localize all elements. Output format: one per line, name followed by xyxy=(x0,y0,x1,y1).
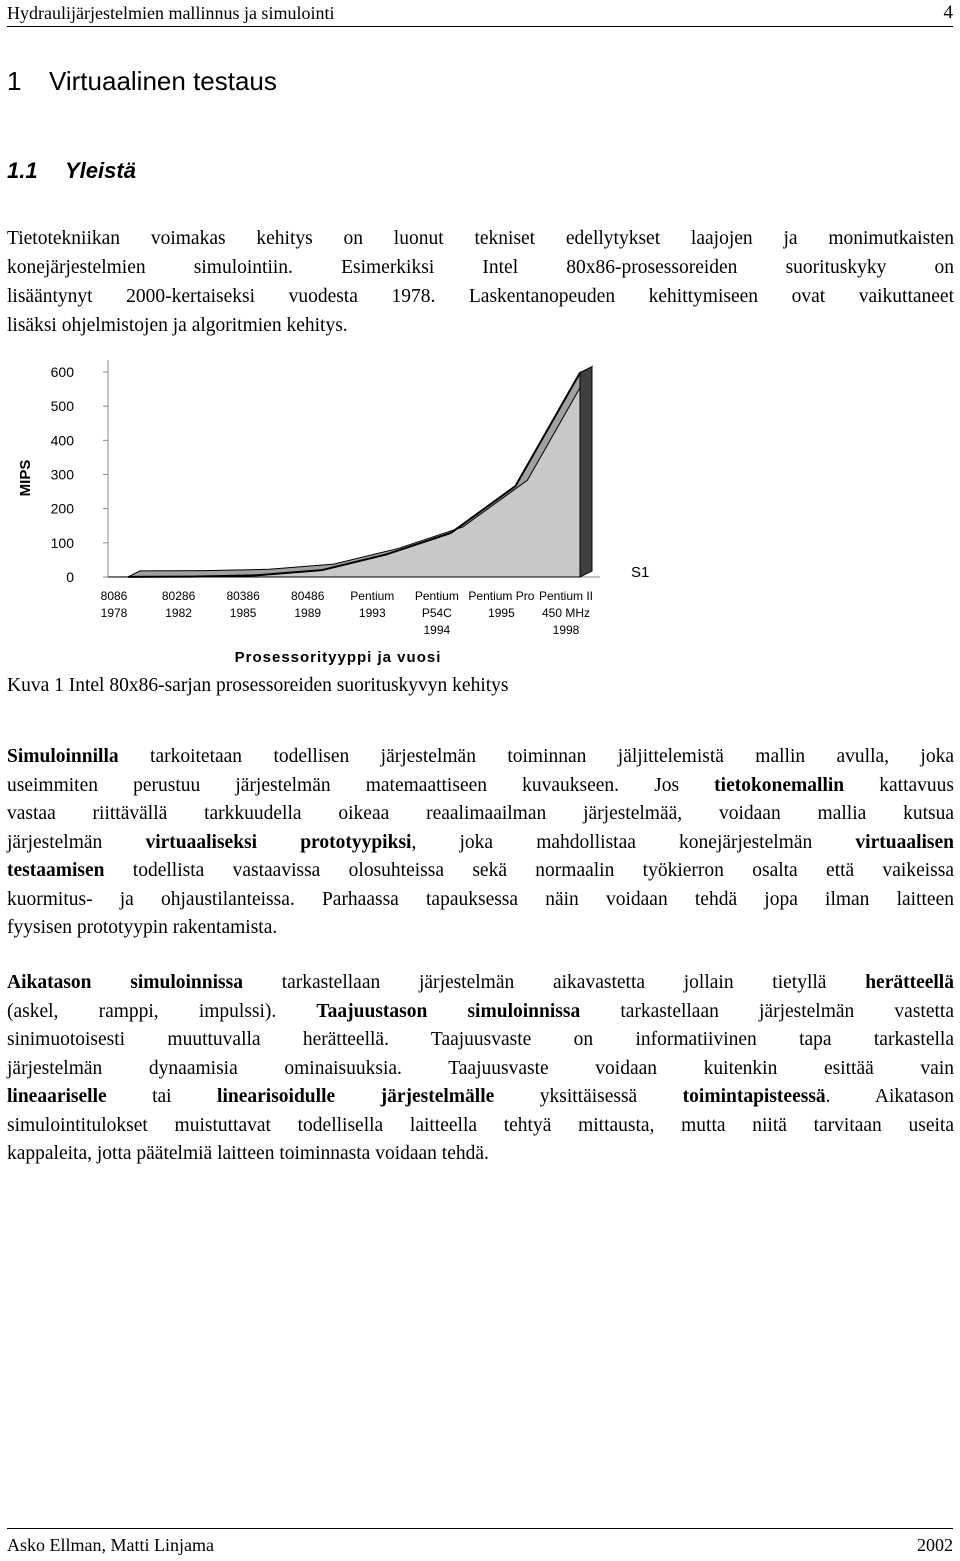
x-tick-label: 80486 xyxy=(291,589,325,603)
footer-authors: Asko Ellman, Matti Linjama xyxy=(7,1535,214,1555)
x-tick-label: Pentium II xyxy=(538,589,594,603)
bold-term: Taajuustason simuloinnissa xyxy=(316,1000,581,1022)
bold-term: Simuloinnilla xyxy=(7,746,119,767)
intro-line: lisäksi ohjelmistojen ja algoritmien kehitys. xyxy=(7,315,348,336)
text-run: sinimuotoisesti muuttuvalla herätteellä. Taajuusvaste on informatiivinen tapa tarkastella xyxy=(7,1029,954,1050)
x-tick-label: 80286 xyxy=(161,589,196,603)
intro-line: lisääntynyt 2000-kertaiseksi vuodesta 1978. Laskentanopeuden kehittymiseen ovat vaikuttaneet xyxy=(7,286,954,307)
text-run: , joka mahdollistaa konejärjestelmän xyxy=(411,831,856,853)
x-tick-label: 450 MHz xyxy=(541,606,591,620)
section-number: 1 xyxy=(7,66,22,96)
text-run: yksittäisessä xyxy=(494,1086,683,1107)
simulation-paragraph xyxy=(7,742,954,942)
x-tick-label: 1989 xyxy=(294,606,322,620)
x-tick-label: Pentium Pro xyxy=(468,589,535,603)
text-run: todellista vastaavissa olosuhteissa sekä normaalin työkierron osalta että vaikeissa xyxy=(104,860,954,881)
text-run: tarkastellaan järjestelmän vastetta xyxy=(580,1000,954,1022)
text-run: järjestelmän xyxy=(7,831,146,853)
series-area xyxy=(108,373,580,577)
bold-term: tietokonemallin xyxy=(714,774,845,796)
x-tick-label: 1985 xyxy=(229,606,257,620)
y-tick-label: 0 xyxy=(66,569,74,585)
x-tick-label: Pentium xyxy=(414,589,459,603)
bold-term: Aikatason simuloinnissa xyxy=(7,972,243,993)
text-run: (askel, ramppi, impulssi). xyxy=(7,1000,317,1022)
subsection-heading xyxy=(7,158,136,184)
intro-line: konejärjestelmien simulointiin. Esimerkiksi Intel 80x86-prosessoreiden suorituskyky on xyxy=(7,257,954,278)
text-run: kappaleita, jotta päätelmiä laitteen toiminnasta voidaan tehdä. xyxy=(7,1143,489,1164)
y-tick-label: 300 xyxy=(50,466,74,483)
figure-caption: Kuva 1 Intel 80x86-sarjan prosessoreiden suorituskyvyn kehitys xyxy=(7,675,509,696)
x-tick-label: 1994 xyxy=(423,623,451,637)
page-header xyxy=(7,2,953,27)
y-tick-label: 100 xyxy=(50,534,74,551)
bold-term: linearisoidulle järjestelmälle xyxy=(217,1086,495,1107)
x-tick-label: 1995 xyxy=(488,606,515,620)
section-heading xyxy=(7,66,277,97)
x-tick-label: 1982 xyxy=(165,606,192,620)
legend-entry-s1: S1 xyxy=(631,564,650,581)
y-tick-label: 400 xyxy=(50,432,74,449)
text-run: fyysisen prototyypin rakentamista. xyxy=(7,917,278,938)
x-tick-label: 80386 xyxy=(226,589,260,603)
x-tick-label: Pentium xyxy=(350,589,395,603)
bold-term: lineaariselle xyxy=(7,1086,107,1107)
x-tick-label: 1998 xyxy=(552,623,580,637)
text-run: vastaa riittävällä tarkkuudella oikeaa reaalimaailman järjestelmää, voidaan mallia kutsua xyxy=(7,803,954,824)
subsection-title: Yleistä xyxy=(65,158,136,183)
x-tick-label: 8086 xyxy=(100,589,128,603)
x-tick-label: 1978 xyxy=(100,606,128,620)
bold-term: virtuaaliseksi prototyypiksi xyxy=(145,831,412,853)
intro-line: Tietotekniikan voimakas kehitys on luonut tekniset edellytykset laajojen ja monimutkaisten xyxy=(7,228,954,249)
bold-term: herätteellä xyxy=(865,972,954,993)
text-run: tarkoitetaan todellisen järjestelmän toiminnan jäljittelemistä mallin avulla, joka xyxy=(118,746,954,767)
y-tick-label: 600 xyxy=(50,364,74,380)
bold-term: virtuaalisen xyxy=(855,831,954,853)
intro-paragraph xyxy=(7,224,954,340)
text-run: kattavuus xyxy=(844,774,954,796)
mips-chart xyxy=(0,355,700,673)
bold-term: testaamisen xyxy=(7,860,105,881)
text-run: tai xyxy=(106,1086,218,1107)
y-tick-label: 500 xyxy=(50,398,74,415)
subsection-number: 1.1 xyxy=(7,158,38,183)
page-number: 4 xyxy=(943,2,953,23)
page-footer xyxy=(7,1528,953,1556)
footer-year: 2002 xyxy=(917,1535,953,1555)
bold-term: toimintapisteessä xyxy=(682,1086,826,1107)
x-tick-label: 1993 xyxy=(358,606,386,620)
x-tick-label: P54C xyxy=(421,606,452,620)
text-run: . Aikatason xyxy=(825,1086,954,1107)
series-side-face xyxy=(580,367,592,577)
text-run: tarkastellaan järjestelmän aikavastetta jollain tietyllä xyxy=(242,972,866,993)
text-run: järjestelmän dynaamisia ominaisuuksia. Taajuusvaste voidaan kuitenkin esittää vain xyxy=(7,1057,954,1079)
y-axis-label: MIPS xyxy=(17,459,34,497)
text-run: simulointitulokset muistuttavat todellisella laitteella tehtyä mittausta, mutta niitä tarvitaan useita xyxy=(7,1114,954,1136)
text-run: useimmiten perustuu järjestelmän matemaattiseen kuvaukseen. Jos xyxy=(7,774,715,796)
simulation-types-paragraph xyxy=(7,968,954,1168)
header-title: Hydraulijärjestelmien mallinnus ja simulointi xyxy=(7,3,335,23)
section-title: Virtuaalinen testaus xyxy=(49,66,277,96)
y-tick-label: 200 xyxy=(50,500,74,517)
x-axis-label: Prosessorityyppi ja vuosi xyxy=(234,649,442,666)
text-run: kuormitus- ja ohjaustilanteissa. Parhaassa tapauksessa näin voidaan tehdä jopa ilman laitteen xyxy=(7,888,954,910)
